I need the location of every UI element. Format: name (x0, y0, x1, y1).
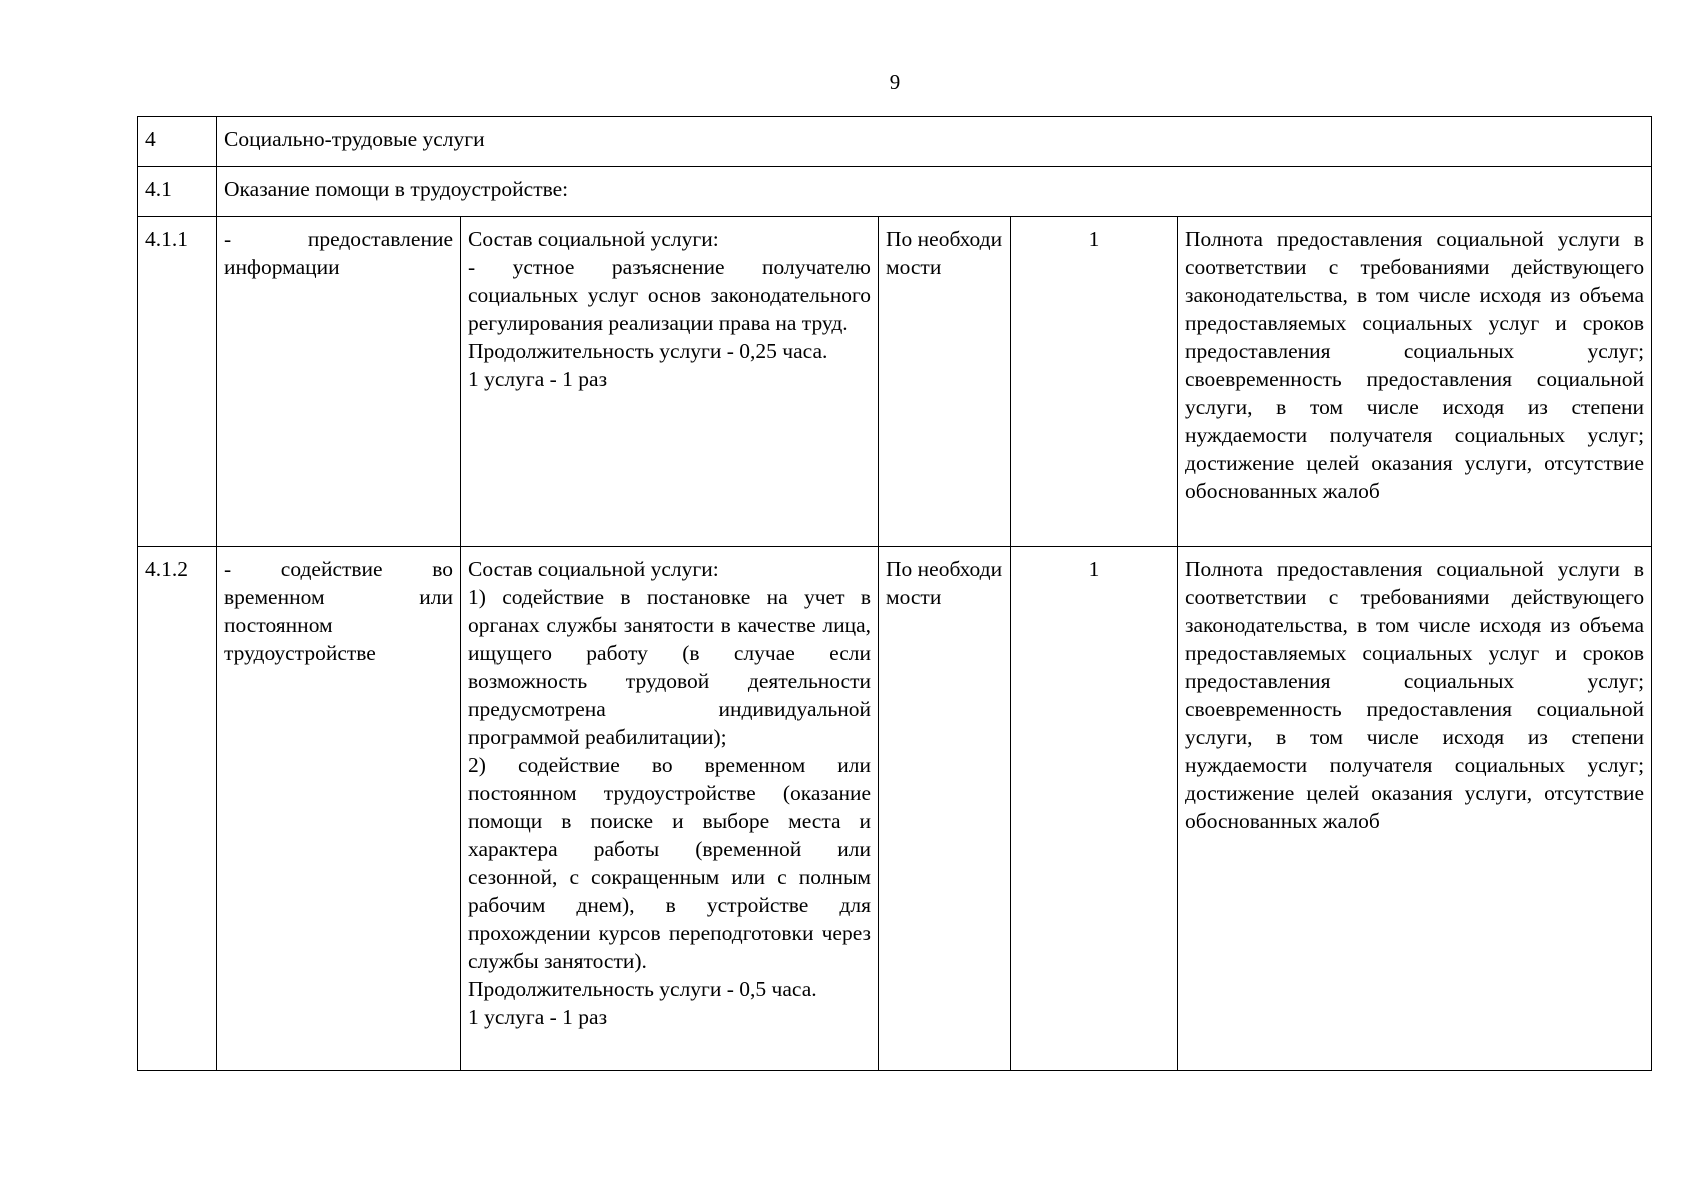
service-description (461, 547, 879, 1071)
service-name-text: - предоставление информации (224, 227, 453, 279)
section-code: 4 (138, 117, 217, 167)
service-code: 4.1.1 (138, 217, 217, 547)
description-item: 2) содействие во временном или постоянном трудоустройстве (оказание помощи в поиске и выборе места и характера работы (временной или сезонной, с сокращенным или с полным рабочим днем), в устройстве для прохождении курсов переподготовки через службы занятости). (468, 753, 871, 973)
service-name (217, 547, 461, 1071)
service-count: 1 (1011, 547, 1178, 1071)
services-table (137, 116, 1652, 1071)
service-count: 1 (1011, 217, 1178, 547)
description-frequency: 1 услуга - 1 раз (468, 1005, 608, 1029)
criteria-text: Полнота предоставления социальной услуги в соответствии с требованиями действующего законодательства, в том числе исходя из объема предоставляемых социальных услуг и сроков предоставления социальных услуг; своевременность предоставления социальной услуги, в том числе исходя из степени нуждаемости получателя социальных услуг; достижение целей оказания услуги, отсутствие обоснованных жалоб (1185, 227, 1645, 503)
description-duration: Продолжительность услуги - 0,25 часа. (468, 339, 828, 363)
service-name (217, 217, 461, 547)
criteria-text: Полнота предоставления социальной услуги в соответствии с требованиями действующего законодательства, в том числе исходя из объема предоставляемых социальных услуг и сроков предоставления социальных услуг; своевременность предоставления социальной услуги, в том числе исходя из степени нуждаемости получателя социальных услуг; достижение целей оказания услуги, отсутствие обоснованных жалоб (1185, 557, 1645, 833)
description-frequency: 1 услуга - 1 раз (468, 367, 608, 391)
description-item: - устное разъяснение получателю социальных услуг основ законодательного регулирования реализации права на труд. (468, 255, 871, 335)
service-name-text: - содействие во временном или постоянном трудоустройстве (224, 557, 453, 665)
section-row (138, 117, 1652, 167)
page-number: 9 (889, 70, 901, 94)
table-row (138, 547, 1652, 1071)
description-duration: Продолжительность услуги - 0,5 часа. (468, 977, 817, 1001)
description-heading: Состав социальной услуги: (468, 557, 719, 581)
periodicity-text: По необходимости (886, 557, 1003, 609)
description-item: 1) содействие в постановке на учет в органах службы занятости в качестве лица, ищущего работу (в случае если возможность трудовой деятельности предусмотрена индивидуальной программой реабилитации); (468, 585, 871, 749)
service-criteria (1178, 217, 1652, 547)
subsection-title: Оказание помощи в трудоустройстве: (217, 167, 1652, 217)
description-heading: Состав социальной услуги: (468, 227, 719, 251)
subsection-row (138, 167, 1652, 217)
service-periodicity (879, 547, 1011, 1071)
service-description (461, 217, 879, 547)
periodicity-text: По необходимости (886, 227, 1003, 279)
subsection-code: 4.1 (138, 167, 217, 217)
section-title: Социально-трудовые услуги (217, 117, 1652, 167)
service-periodicity (879, 217, 1011, 547)
service-criteria (1178, 547, 1652, 1071)
table-row (138, 217, 1652, 547)
service-code: 4.1.2 (138, 547, 217, 1071)
